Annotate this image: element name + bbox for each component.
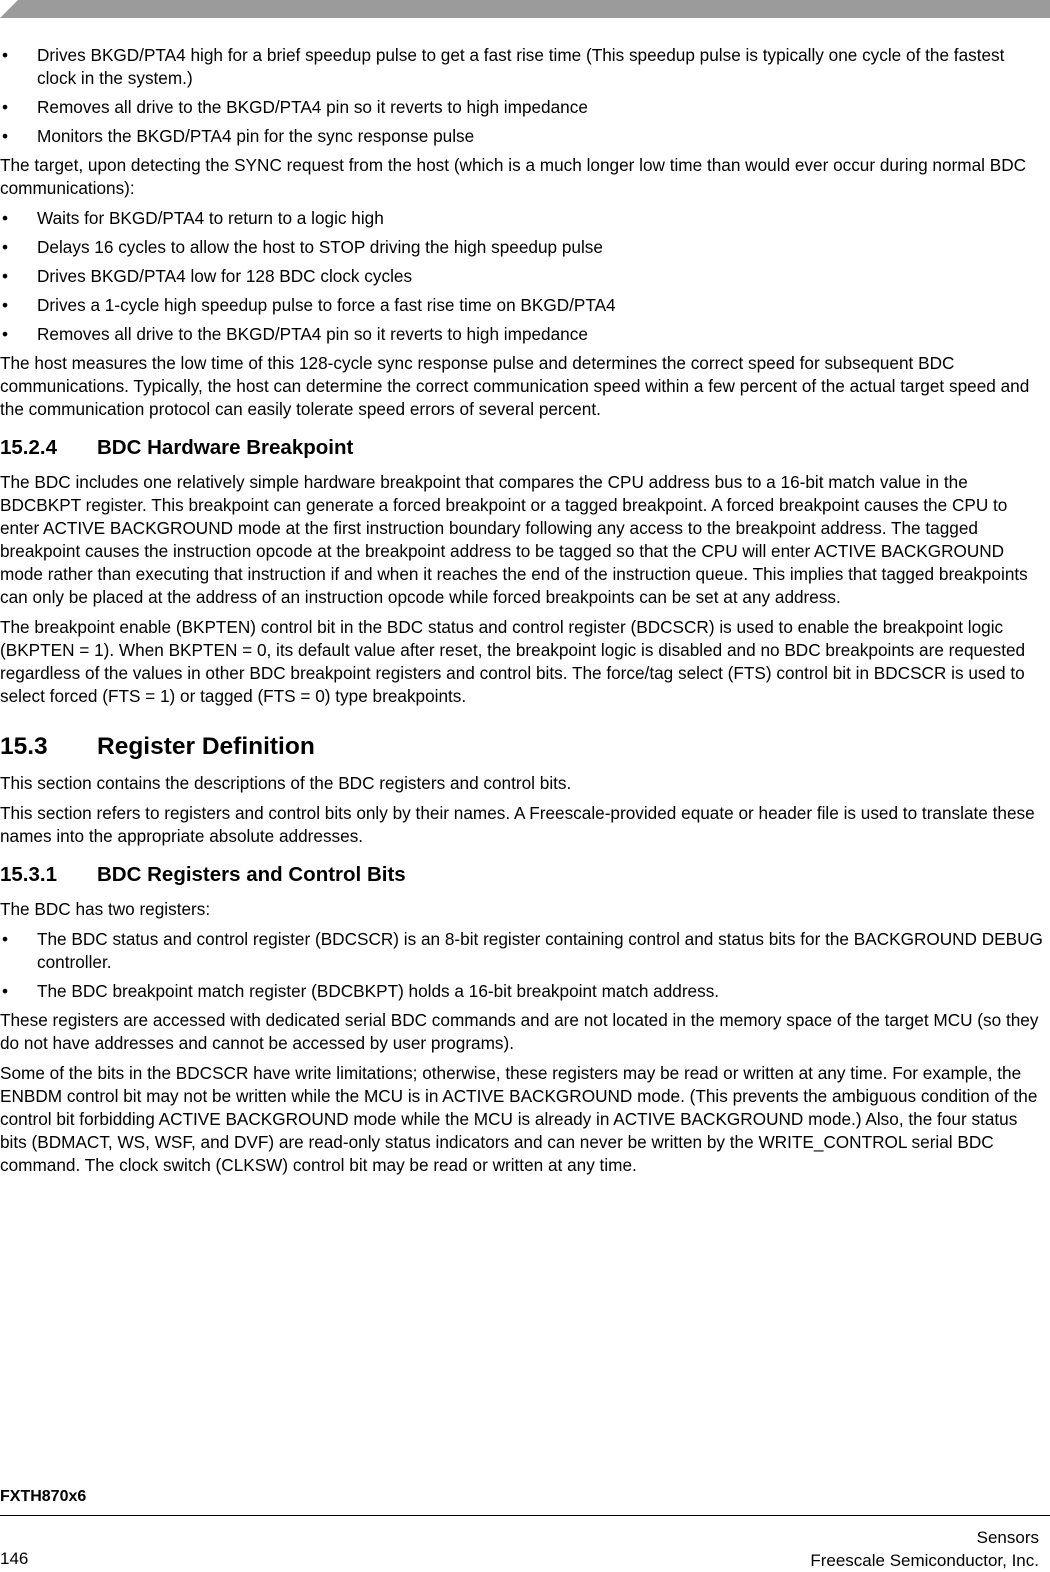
- list-item: • Removes all drive to the BKGD/PTA4 pin so it reverts to high impedance: [2, 97, 588, 117]
- list-item: • Drives BKGD/PTA4 low for 128 BDC clock cycles: [2, 266, 413, 286]
- host-sync-steps: [0, 44, 1044, 148]
- list-item: • The BDC status and control register (BDCSCR) is an 8-bit register containing control and status bits for the BACKGROUND DEBUG controller.: [2, 929, 1043, 972]
- page-number: 146: [0, 1549, 29, 1568]
- breakpoint-paragraph-2: The breakpoint enable (BKPTEN) control bit in the BDC status and control register (BDCSCR) is used to enable the breakpoint logic (BKPTEN = 1). When BKPTEN = 0, its default value after reset, the breakpoint logic is disabled and no BDC breakpoints are requested regardless of the values in other BDC breakpoint registers and control bits. The force/tag select (FTS) control bit in BDCSCR is used to select forced (FTS = 1) or tagged (FTS = 0) type breakpoints.: [0, 617, 1026, 706]
- page-content: [0, 44, 1044, 1184]
- list-item: • Waits for BKGD/PTA4 to return to a logic high: [2, 208, 384, 228]
- registers-intro: The BDC has two registers:: [0, 899, 211, 919]
- footer-divider: [0, 1515, 1050, 1516]
- list-item: • Monitors the BKGD/PTA4 pin for the sync response pulse: [2, 126, 475, 146]
- register-definition-paragraph-1: This section contains the descriptions of the BDC registers and control bits.: [0, 773, 572, 793]
- footer-publisher: [810, 1526, 1039, 1572]
- section-heading-15-3: 15.3 Register Definition: [0, 733, 315, 760]
- host-measures-paragraph: The host measures the low time of this 128-cycle sync response pulse and determines the correct speed for subsequent BDC communications. Typically, the host can determine the correct communication speed within a few percent of the actual target speed and the communication protocol can easily tolerate speed errors of several percent.: [0, 353, 1030, 419]
- list-item: • Removes all drive to the BKGD/PTA4 pin so it reverts to high impedance: [2, 324, 588, 344]
- target-intro-paragraph: The target, upon detecting the SYNC request from the host (which is a much longer low time than would ever occur during normal BDC communications):: [0, 155, 1027, 198]
- footer-company: Freescale Semiconductor, Inc.: [810, 1551, 1039, 1570]
- header-bar: [0, 0, 1050, 18]
- list-item: • The BDC breakpoint match register (BDCBKPT) holds a 16-bit breakpoint match address.: [2, 981, 720, 1001]
- list-item: • Delays 16 cycles to allow the host to STOP driving the high speedup pulse: [2, 237, 603, 257]
- footer-category: Sensors: [976, 1528, 1039, 1547]
- footer-product-name: FXTH870x6: [0, 1488, 87, 1505]
- section-heading-15-3-1: 15.3.1 BDC Registers and Control Bits: [0, 863, 406, 886]
- register-definition-paragraph-2: This section refers to registers and control bits only by their names. A Freescale-provided equate or header file is used to translate these names into the appropriate absolute addresses.: [0, 803, 1035, 846]
- registers-access-paragraph: These registers are accessed with dedicated serial BDC commands and are not located in the memory space of the target MCU (so they do not have addresses and cannot be accessed by user programs).: [0, 1010, 1039, 1053]
- register-list: [0, 928, 1044, 1003]
- registers-limitations-paragraph: Some of the bits in the BDCSCR have write limitations; otherwise, these registers may be read or written at any time. For example, the ENBDM control bit may not be written while the MCU is in ACTIVE BACKGROUND mode. (This prevents the ambiguous condition of the control bit forbidding ACTIVE BACKGROUND mode while the MCU is already in ACTIVE BACKGROUND mode.) Also, the four status bits (BDMACT, WS, WSF, and DVF) are read-only status indicators and can never be written by the WRITE_CONTROL serial BDC command. The clock switch (CLKSW) control bit may be read or written at any time.: [0, 1063, 1038, 1175]
- section-heading-15-2-4: 15.2.4 BDC Hardware Breakpoint: [0, 436, 354, 459]
- target-sync-steps: [0, 207, 1044, 346]
- breakpoint-paragraph-1: The BDC includes one relatively simple hardware breakpoint that compares the CPU address bus to a 16-bit match value in the BDCBKPT register. This breakpoint can generate a forced breakpoint or a tagged breakpoint. A forced breakpoint causes the CPU to enter ACTIVE BACKGROUND mode at the first instruction boundary following any access to the breakpoint address. The tagged breakpoint causes the instruction opcode at the breakpoint address to be tagged so that the CPU will enter ACTIVE BACKGROUND mode rather than executing that instruction if and when it reaches the end of the instruction queue. This implies that tagged breakpoints can only be placed at the address of an instruction opcode while forced breakpoints can be set at any address.: [0, 472, 1028, 607]
- list-item: • Drives BKGD/PTA4 high for a brief speedup pulse to get a fast rise time (This speedup pulse is typically one cycle of the fastest clock in the system.): [2, 45, 1005, 88]
- list-item: • Drives a 1-cycle high speedup pulse to force a fast rise time on BKGD/PTA4: [2, 295, 616, 315]
